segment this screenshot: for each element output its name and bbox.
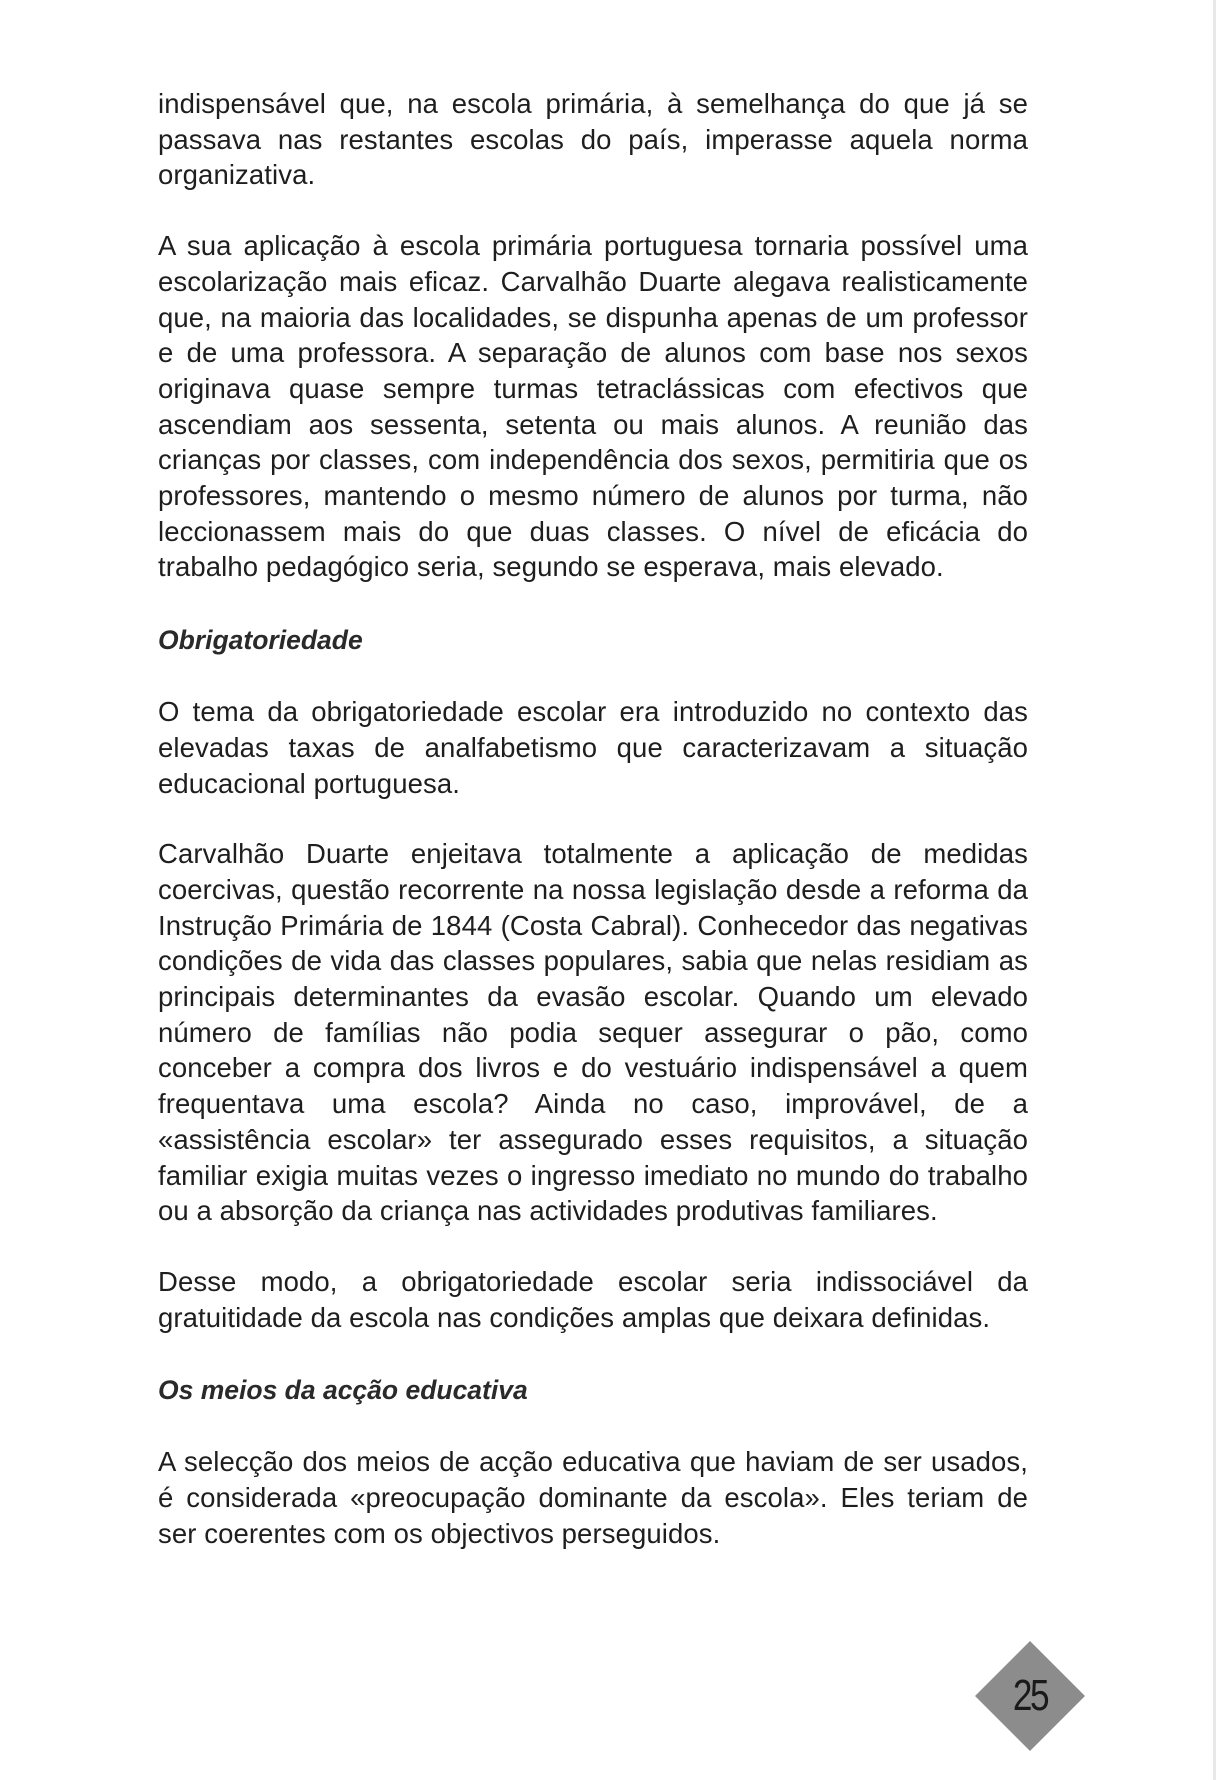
section-heading-obrigatoriedade: Obrigatoriedade	[158, 625, 363, 656]
paragraph-coercive-measures: Carvalhão Duarte enjeitava totalmente a aplicação de medidas coercivas, questão recorrente na nossa legislação desde a reforma da Instrução Primária de 1844 (Costa Cabral). Conhecedor das negativas condições de vida das classes populares, sabia que nelas residiam as principais determinantes da evasão escolar. Quando um elevado número de famílias não podia sequer assegurar o pão, como conceber a compra dos livros e do vestuário indispensável a quem frequentava uma escola? Ainda no caso, improvável, de a «assistência escolar» ter assegurado esses requisitos, a situação familiar exigia muitas vezes o ingresso imediato no mundo do trabalho ou a absorção da criança nas actividades produtivas familiares.	[158, 838, 1028, 1227]
paragraph-mixed-classes: A sua aplicação à escola primária portuguesa tornaria possível uma escolarização mais eficaz. Carvalhão Duarte alegava realisticamente que, na maioria das localidades, se dispunha apenas de um professor e de uma professora. A separação de alunos com base nos sexos originava quase sempre turmas tetraclássicas com efectivos que ascendiam aos sessenta, setenta ou mais alunos. A reunião das crianças por classes, com independência dos sexos, permitiria que os professores, mantendo o mesmo número de alunos por turma, não leccionassem mais do que duas classes. O nível de eficácia do trabalho pedagógico seria, segundo se esperava, mais elevado.	[158, 230, 1028, 583]
paragraph-illiteracy-context: O tema da obrigatoriedade escolar era introduzido no contexto das elevadas taxas de analfabetismo que caracterizavam a situação educacional portuguesa.	[158, 696, 1028, 799]
paragraph-educational-means: A selecção dos meios de acção educativa que haviam de ser usados, é considerada «preocupação dominante da escola». Eles teriam de ser coerentes com os objectivos perseguidos.	[158, 1446, 1028, 1549]
page-number: 25	[1012, 1671, 1048, 1720]
document-body	[158, 86, 1028, 1552]
section-heading-educational-means: Os meios da acção educativa	[158, 1375, 528, 1406]
paragraph-organizational-norm: indispensável que, na escola primária, à semelhança do que já se passava nas restantes escolas do país, imperasse aquela norma organizativa.	[158, 88, 1028, 191]
paragraph-free-schooling: Desse modo, a obrigatoriedade escolar seria indissociável da gratuitidade da escola nas condições amplas que deixara definidas.	[158, 1265, 1028, 1333]
page-number-badge	[973, 1639, 1087, 1753]
